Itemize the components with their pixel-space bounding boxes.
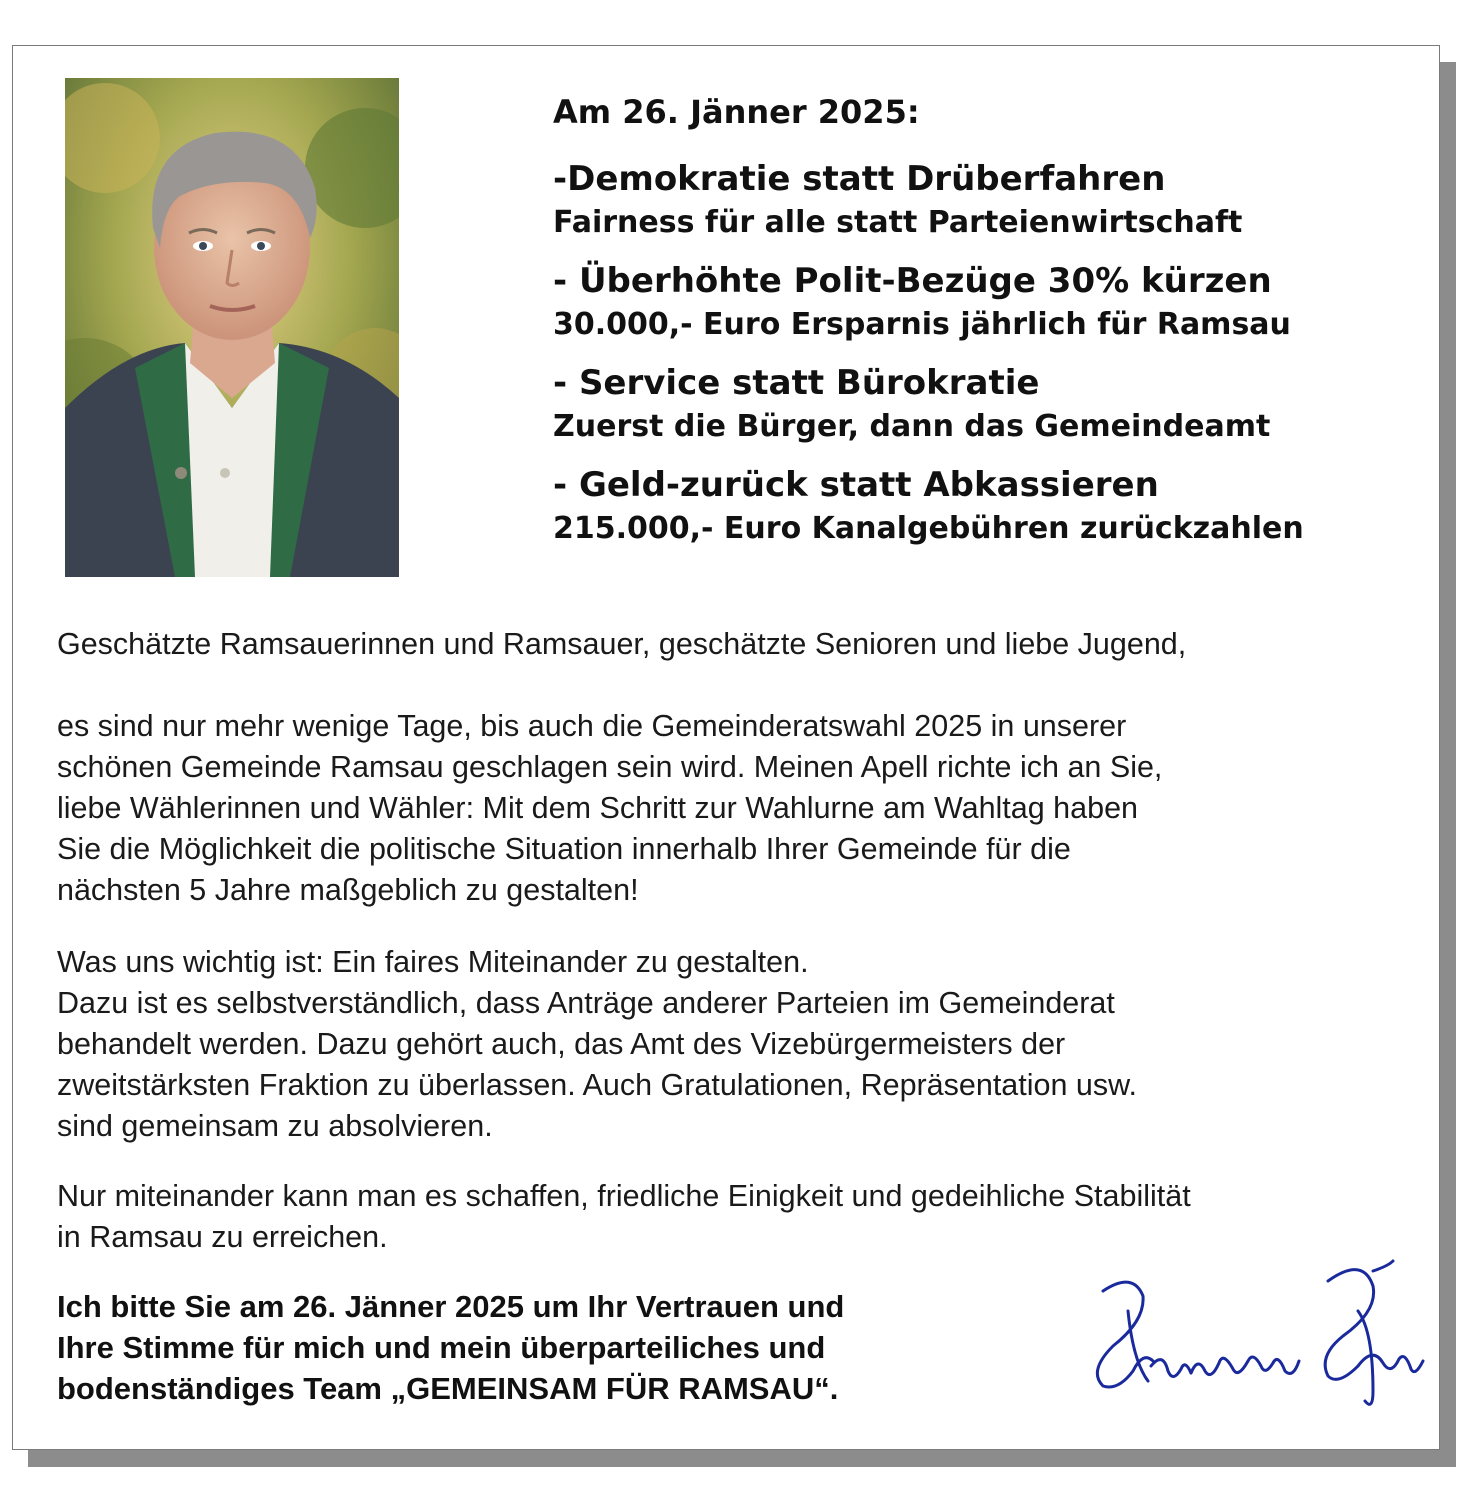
campaign-point xyxy=(553,360,1433,448)
date-heading: Am 26. Jänner 2025: xyxy=(553,93,920,131)
point-subtitle: 30.000,- Euro Ersparnis jährlich für Ramsau xyxy=(553,307,1291,342)
closing-line: bodenständiges Team „GEMEINSAM FÜR RAMSAU“. xyxy=(57,1371,839,1406)
candidate-portrait-photo xyxy=(65,78,399,577)
paragraph-line: liebe Wählerinnen und Wähler: Mit dem Schritt zur Wahlurne am Wahltag haben xyxy=(57,791,1138,825)
point-title: - Service statt Bürokratie xyxy=(553,363,1040,403)
letter-salutation: Geschätzte Ramsauerinnen und Ramsauer, geschätzte Senioren und liebe Jugend, xyxy=(57,627,1187,661)
paragraph-line: es sind nur mehr wenige Tage, bis auch die Gemeinderatswahl 2025 in unserer xyxy=(57,709,1127,743)
paragraph-line: behandelt werden. Dazu gehört auch, das Amt des Vizebürgermeisters der xyxy=(57,1027,1066,1061)
paragraph-line: schönen Gemeinde Ramsau geschlagen sein wird. Meinen Apell richte ich an Sie, xyxy=(57,750,1163,784)
point-title: - Geld-zurück statt Abkassieren xyxy=(553,465,1159,505)
paragraph-line: Dazu ist es selbstverständlich, dass Anträge anderer Parteien im Gemeinderat xyxy=(57,986,1115,1020)
campaign-point xyxy=(553,156,1433,244)
flyer-card xyxy=(12,45,1440,1450)
paragraph-line: zweitstärksten Fraktion zu überlassen. Auch Gratulationen, Repräsentation usw. xyxy=(57,1068,1137,1102)
paragraph-line: Nur miteinander kann man es schaffen, friedliche Einigkeit und gedeihliche Stabilität xyxy=(57,1179,1191,1213)
paragraph-line: nächsten 5 Jahre maßgeblich zu gestalten! xyxy=(57,873,639,907)
letter-paragraph-2 xyxy=(57,942,1417,1147)
handwritten-signature xyxy=(1073,1251,1433,1421)
campaign-point xyxy=(553,462,1433,550)
letter-paragraph-1 xyxy=(57,706,1417,911)
point-subtitle: 215.000,- Euro Kanalgebühren zurückzahlen xyxy=(553,511,1304,546)
paragraph-line: sind gemeinsam zu absolvieren. xyxy=(57,1109,493,1143)
point-subtitle: Fairness für alle statt Parteienwirtschaft xyxy=(553,205,1243,240)
point-title: - Überhöhte Polit-Bezüge 30% kürzen xyxy=(553,261,1272,301)
point-title: -Demokratie statt Drüberfahren xyxy=(553,159,1166,199)
closing-appeal xyxy=(57,1286,1037,1409)
paragraph-line: Sie die Möglichkeit die politische Situation innerhalb Ihrer Gemeinde für die xyxy=(57,832,1071,866)
paragraph-line: in Ramsau zu erreichen. xyxy=(57,1220,388,1254)
paragraph-line: Was uns wichtig ist: Ein faires Miteinander zu gestalten. xyxy=(57,945,809,979)
letter-paragraph-3 xyxy=(57,1176,1417,1258)
closing-line: Ich bitte Sie am 26. Jänner 2025 um Ihr Vertrauen und xyxy=(57,1289,845,1324)
campaign-points xyxy=(553,90,1433,564)
campaign-point xyxy=(553,258,1433,346)
closing-line: Ihre Stimme für mich und mein überparteiliches und xyxy=(57,1330,826,1365)
point-subtitle: Zuerst die Bürger, dann das Gemeindeamt xyxy=(553,409,1271,444)
